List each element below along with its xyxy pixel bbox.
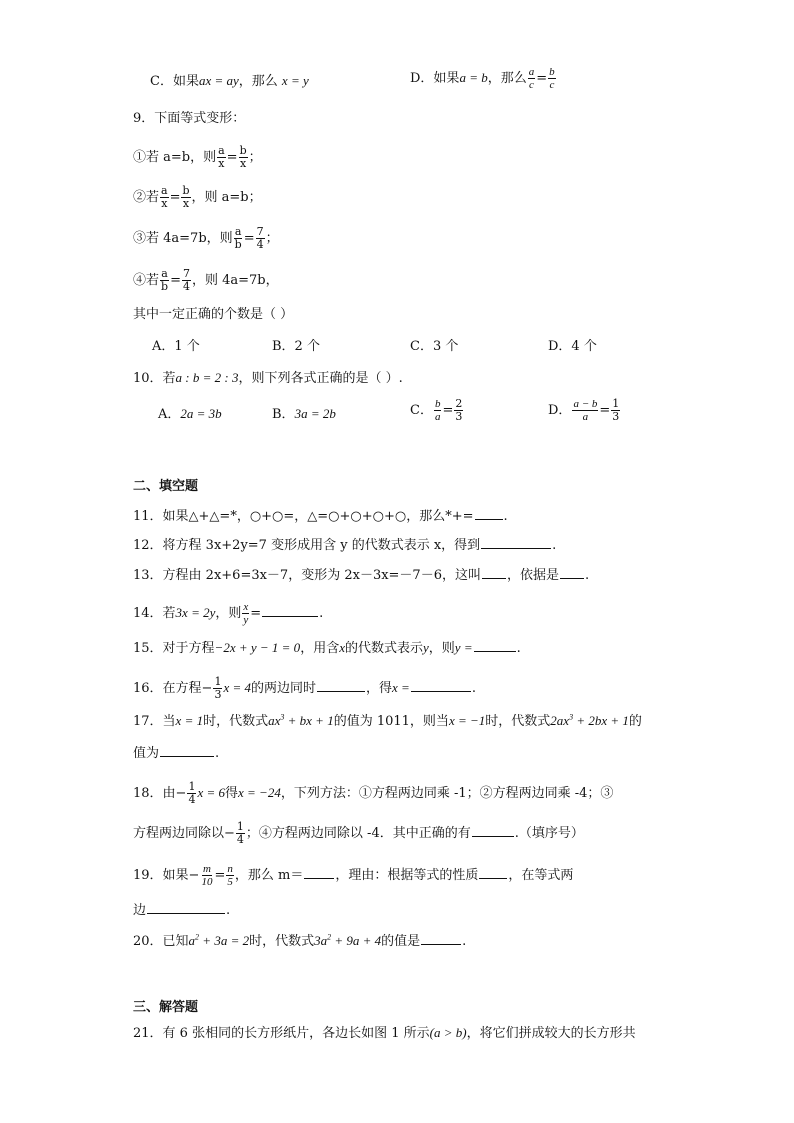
equals-sign: = — [536, 71, 548, 86]
q15: 15．对于方程−2x + y − 1 = 0，用含x的代数式表示y，则y = . — [133, 640, 521, 656]
answer-blank[interactable] — [160, 744, 214, 757]
text: ，那么 — [238, 74, 278, 89]
fraction: $\frac{m}{10}$ — [201, 863, 213, 888]
fraction: $\frac{n}{5}$ — [227, 863, 233, 888]
q10-option-a: A．2a = 3b — [158, 406, 222, 422]
section-title-fill-in: 二、填空题 — [133, 479, 199, 494]
math-expression: x = y — [281, 73, 309, 88]
answer-blank[interactable] — [560, 566, 584, 579]
fraction: $\frac{1}{4}$ — [188, 780, 196, 806]
q9-option-c: C．3 个 — [410, 339, 459, 354]
q21: 21．有 6 张相同的长方形纸片，各边长如图 1 所示(a > b)，将它们拼成较大的长方形共 — [133, 1025, 636, 1041]
math-expression: ax = ay — [198, 73, 239, 88]
q12: 12．将方程 3x+2y=7 变形成用含 y 的代数式表示 x，得到 . — [133, 538, 557, 553]
fraction: $\frac{b}{c}$ — [549, 66, 555, 91]
answer-blank[interactable] — [147, 901, 225, 914]
answer-blank[interactable] — [479, 866, 507, 879]
q10-stem: 10．若a : b = 2 : 3，则下列各式正确的是（ ）. — [133, 370, 403, 386]
answer-blank[interactable] — [474, 639, 516, 652]
q18-line-2: 方程两边同除以− $\frac{1}{4}$ ；④方程两边同除以 -4．其中正确的有 .（填序号） — [133, 820, 584, 846]
text: ，那么 — [487, 71, 527, 86]
answer-blank[interactable] — [421, 932, 461, 945]
q10-option-b: B．3a = 2b — [272, 406, 336, 422]
answer-blank[interactable] — [304, 866, 334, 879]
q8-option-d — [410, 66, 557, 91]
q9-item-2: ②若 $\frac{a}{x}$ = $\frac{b}{x}$ ，则 a=b； — [133, 184, 262, 210]
q14: 14．若3x = 2y，则 $\frac{x}{y}$ = . — [133, 601, 324, 626]
q9-option-b: B．2 个 — [272, 339, 320, 354]
answer-blank[interactable] — [262, 604, 318, 617]
section-title-solve: 三、解答题 — [133, 1000, 199, 1015]
option-label: C．如果 — [150, 74, 199, 89]
q9-option-d: D．4 个 — [548, 339, 597, 354]
q10-option-c: C． $\frac{b}{a}$ = $\frac{2}{3}$ — [410, 397, 463, 423]
fraction: $\frac{7}{4}$ — [182, 267, 190, 293]
fraction: $\frac{2}{3}$ — [455, 397, 463, 423]
q10-option-d: D． $\frac{a - b}{a}$ = $\frac{1}{3}$ — [548, 397, 620, 423]
q9-item-1: ①若 a=b，则 $\frac{a}{x}$ = $\frac{b}{x}$ ； — [133, 144, 262, 170]
math-expression: a : b = 2 : 3 — [175, 370, 239, 385]
fraction: $\frac{a}{x}$ — [161, 184, 168, 210]
q8-option-c — [150, 72, 309, 91]
fraction: $\frac{1}{3}$ — [214, 675, 222, 701]
answer-blank[interactable] — [475, 507, 503, 520]
fraction: $\frac{7}{4}$ — [256, 225, 264, 251]
q16: 16．在方程− $\frac{1}{3}$ x = 4的两边同时 ，得x = . — [133, 675, 476, 701]
answer-blank[interactable] — [411, 679, 471, 692]
fraction: $\frac{a}{b}$ — [234, 225, 242, 251]
math-expression: a = b — [459, 70, 488, 85]
fraction: $\frac{a}{x}$ — [218, 144, 225, 170]
answer-blank[interactable] — [481, 536, 551, 549]
q9-stem: 9．下面等式变形： — [133, 111, 246, 126]
q11: 11．如果△+△=*，○+○=，△=○+○+○+○，那么*+= . — [133, 509, 508, 524]
fraction: $\frac{b}{x}$ — [239, 144, 247, 170]
q13: 13．方程由 2x+6=3x－7，变形为 2x－3x=－7－6，这叫 ，依据是 . — [133, 568, 590, 583]
q18-line-1: 18．由− $\frac{1}{4}$ x = 6得x = −24，下列方法：①方程两边同乘 -1；②方程两边同乘 -4；③ — [133, 780, 614, 806]
q17-line-2: 值为 . — [133, 746, 220, 761]
q20: 20．已知$a^2 + 3a = 2$时，代数式$3a^2 + 9a + 4$的值是 . — [133, 932, 467, 949]
answer-blank[interactable] — [482, 566, 506, 579]
q19-line-1: 19．如果− $\frac{m}{10}$ = $\frac{n}{5}$ ，那么 m＝ ，理由：根据等式的性质 ，在等式两 — [133, 863, 574, 888]
fraction: $\frac{a - b}{a}$ — [573, 398, 598, 423]
fraction: $\frac{b}{x}$ — [182, 184, 190, 210]
fraction: $\frac{1}{3}$ — [612, 397, 620, 423]
fraction: $\frac{a}{b}$ — [161, 267, 169, 293]
q9-question: 其中一定正确的个数是（ ） — [133, 307, 294, 322]
fraction: $\frac{b}{a}$ — [434, 398, 441, 423]
q9-item-4: ④若 $\frac{a}{b}$ = $\frac{7}{4}$ ，则 4a=7b， — [133, 267, 279, 293]
fraction: $\frac{1}{4}$ — [236, 820, 244, 846]
q9-item-3: ③若 4a=7b，则 $\frac{a}{b}$ = $\frac{7}{4}$ ； — [133, 225, 279, 251]
q19-line-2: 边 . — [133, 903, 231, 918]
fraction: $\frac{x}{y}$ — [243, 601, 249, 626]
option-label: D．如果 — [410, 71, 460, 86]
fraction: $\frac{a}{c}$ — [528, 66, 535, 91]
q17-line-1: 17．当x = 1时，代数式$ax^3$ + bx + 1的值为 1011，则当x = −1时，代数式$2ax^3 + 2bx + 1$的 — [133, 712, 642, 729]
answer-blank[interactable] — [472, 824, 514, 837]
answer-blank[interactable] — [317, 679, 365, 692]
q9-option-a: A．1 个 — [152, 339, 200, 354]
